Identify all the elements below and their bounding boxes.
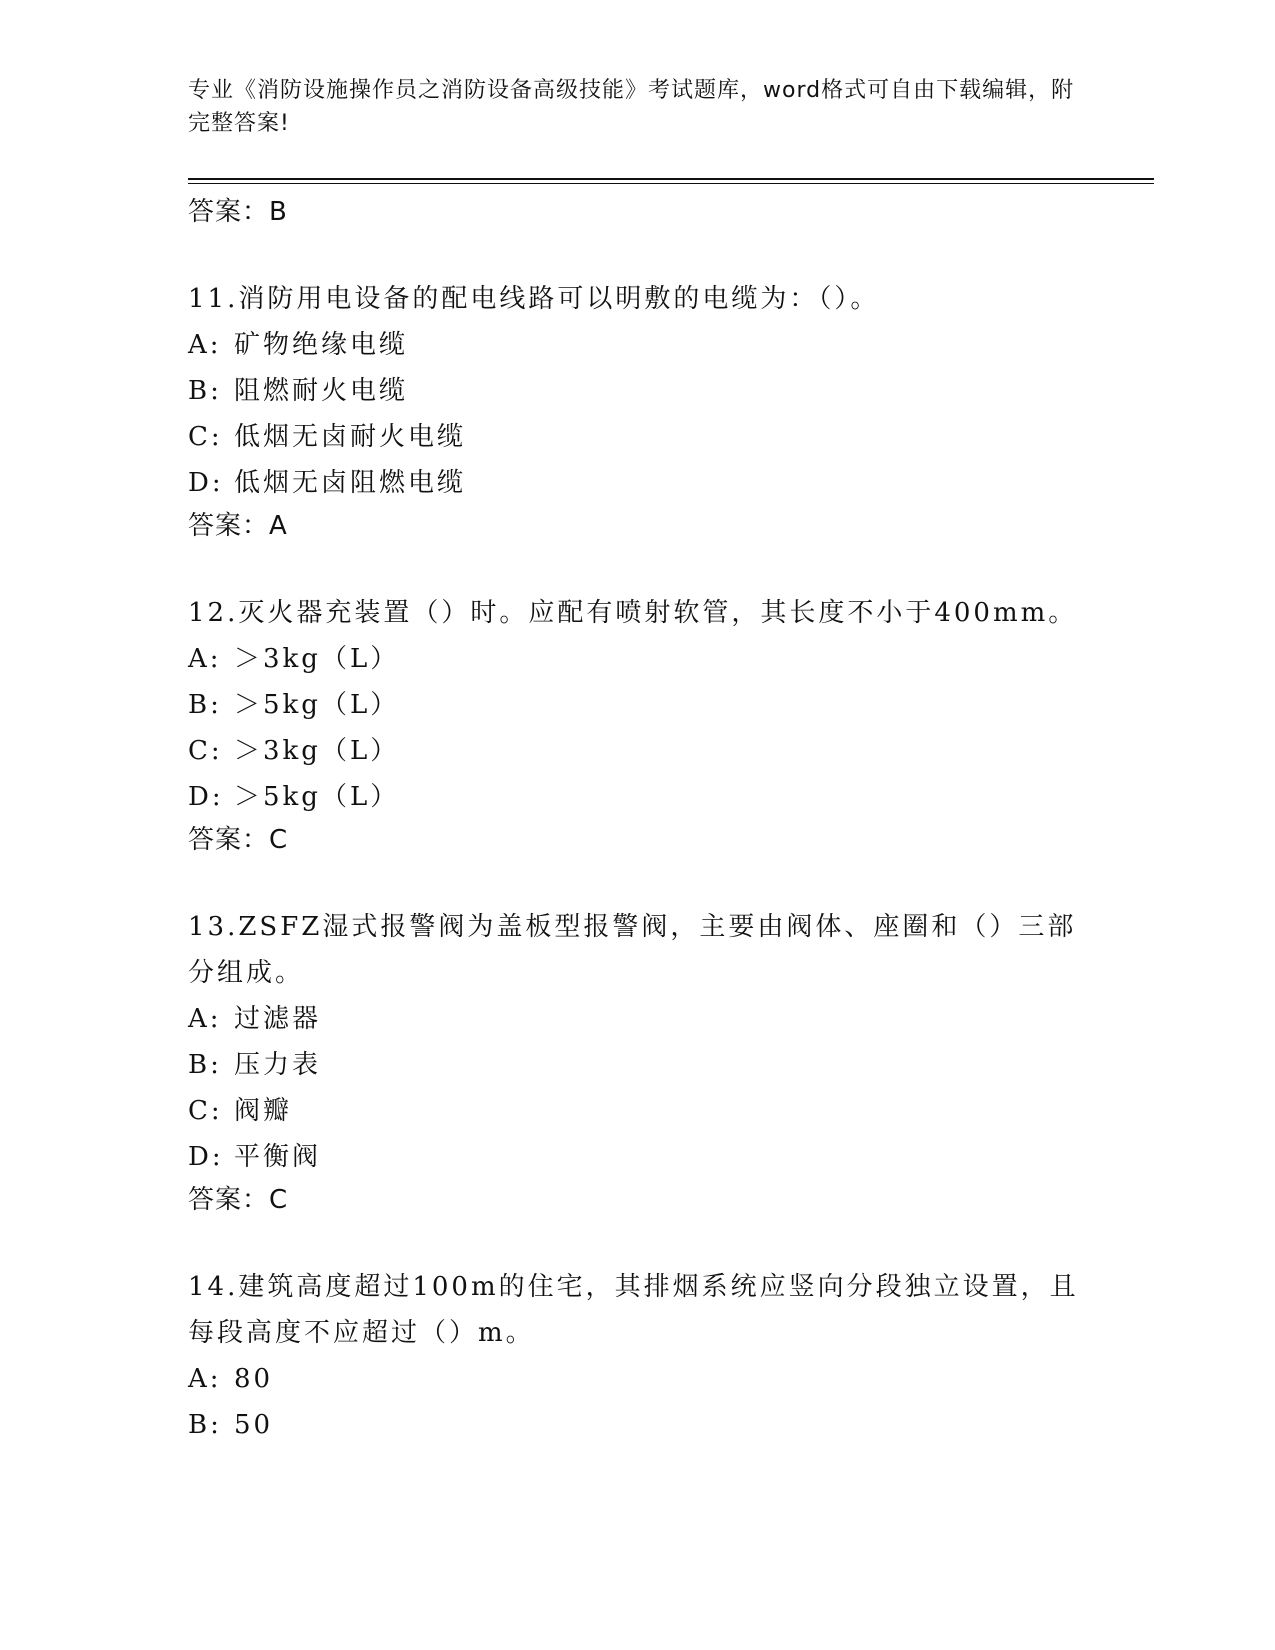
option-b xyxy=(188,1042,1088,1088)
answer-line: 答案：C xyxy=(188,825,289,855)
question-block xyxy=(188,904,1088,1264)
option-b xyxy=(188,1402,1088,1448)
option-text: ＞5kg（L） xyxy=(234,782,400,812)
question-stem: 13.ZSFZ湿式报警阀为盖板型报警阀，主要由阀体、座圈和（）三部分组成。 xyxy=(188,912,1077,988)
option-a xyxy=(188,636,1088,682)
option-d xyxy=(188,460,1088,506)
question-list xyxy=(188,192,1088,1448)
option-text: 矿物绝缘电缆 xyxy=(234,330,409,360)
option-letter: D: xyxy=(188,1142,224,1172)
option-text: 50 xyxy=(234,1410,274,1440)
option-text: 平衡阀 xyxy=(234,1142,322,1172)
option-letter: B: xyxy=(188,1410,222,1440)
option-a xyxy=(188,322,1088,368)
option-text: ＞5kg（L） xyxy=(234,690,400,720)
option-b xyxy=(188,682,1088,728)
option-a xyxy=(188,996,1088,1042)
option-letter: C: xyxy=(188,1096,223,1126)
option-letter: B: xyxy=(188,376,222,406)
option-letter: A: xyxy=(188,330,222,360)
option-letter: A: xyxy=(188,644,222,674)
question-block xyxy=(188,590,1088,904)
question-block xyxy=(188,276,1088,590)
option-text: 压力表 xyxy=(234,1050,322,1080)
option-c xyxy=(188,1088,1088,1134)
answer-line: 答案：B xyxy=(188,197,288,227)
option-text: 低烟无卤耐火电缆 xyxy=(234,422,467,452)
document-header: 专业《消防设施操作员之消防设备高级技能》考试题库，word格式可自由下载编辑，附完整答案! xyxy=(188,78,1075,136)
question-block xyxy=(188,1264,1088,1448)
option-letter: A: xyxy=(188,1004,222,1034)
option-letter: C: xyxy=(188,736,223,766)
question-stem: 12.灭火器充装置（）时。应配有喷射软管，其长度不小于400mm。 xyxy=(188,598,1078,628)
option-a xyxy=(188,1356,1088,1402)
option-text: 阻燃耐火电缆 xyxy=(234,376,409,406)
option-b xyxy=(188,368,1088,414)
option-letter: B: xyxy=(188,1050,222,1080)
option-text: 80 xyxy=(234,1364,274,1394)
option-text: 低烟无卤阻燃电缆 xyxy=(234,468,467,498)
option-letter: D: xyxy=(188,782,224,812)
header-divider-thin xyxy=(188,183,1154,184)
option-text: ＞3kg（L） xyxy=(234,736,400,766)
option-d xyxy=(188,774,1088,820)
option-letter: D: xyxy=(188,468,224,498)
option-d xyxy=(188,1134,1088,1180)
answer-line: 答案：A xyxy=(188,511,288,541)
header-divider xyxy=(188,178,1154,180)
option-letter: C: xyxy=(188,422,223,452)
option-c xyxy=(188,728,1088,774)
option-c xyxy=(188,414,1088,460)
option-text: ＞3kg（L） xyxy=(234,644,400,674)
answer-line: 答案：C xyxy=(188,1185,289,1215)
option-text: 阀瓣 xyxy=(234,1096,293,1126)
option-text: 过滤器 xyxy=(234,1004,322,1034)
question-stem: 14.建筑高度超过100m的住宅，其排烟系统应竖向分段独立设置，且每段高度不应超过（）m。 xyxy=(188,1272,1079,1348)
option-letter: A: xyxy=(188,1364,222,1394)
option-letter: B: xyxy=(188,690,222,720)
question-stem: 11.消防用电设备的配电线路可以明敷的电缆为：（）。 xyxy=(188,284,880,314)
